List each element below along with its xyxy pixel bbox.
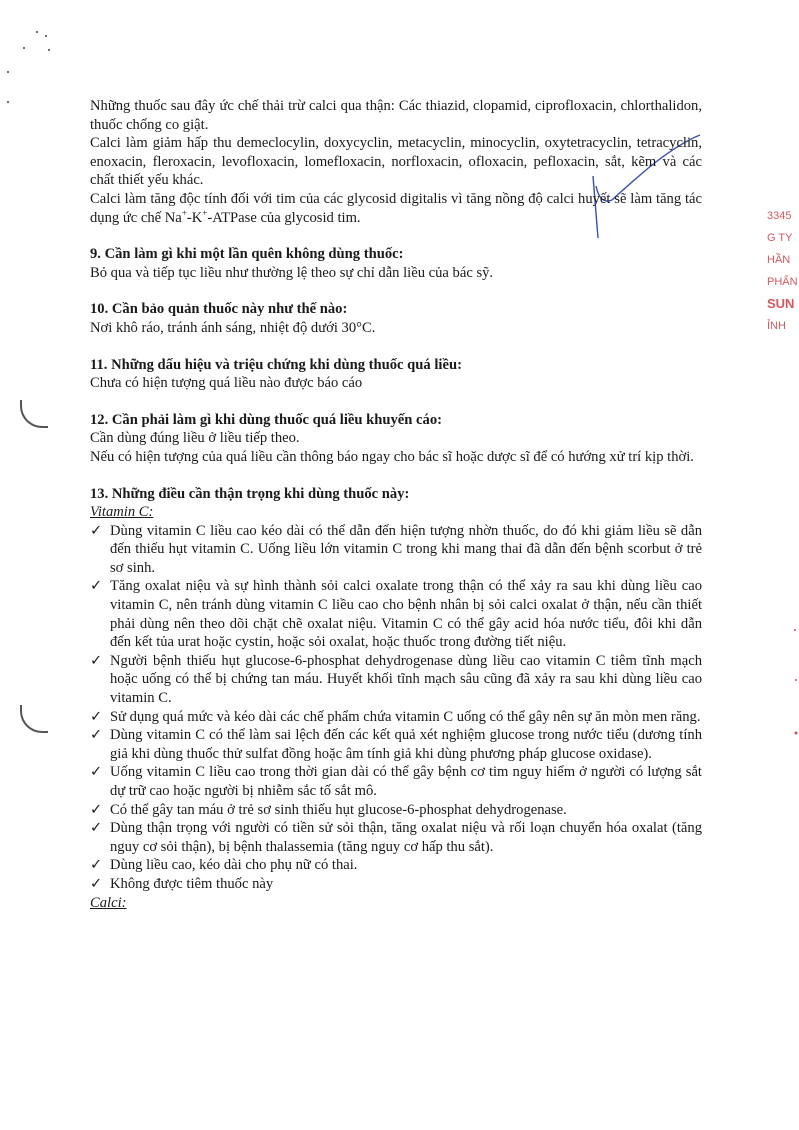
section-12-body-2: Nếu có hiện tượng của quá liều cần thông báo ngay cho bác sĩ hoặc dược sĩ để có hướng xử trí kịp thời.	[90, 448, 694, 465]
section-10-title: 10. Cần bảo quản thuốc này như thế nào:	[90, 301, 348, 318]
check-icon: ✓	[90, 578, 103, 595]
check-icon: ✓	[90, 764, 103, 781]
list-item: ✓ Có thể gây tan máu ở trẻ sơ sinh thiếu hụt glucose-6-phosphat dehydrogenase.	[90, 801, 567, 818]
check-icon: ✓	[90, 727, 103, 744]
interaction-paragraph-3: Calci làm tăng độc tính đối với tim của các glycosid digitalis vì tăng nồng độ calci huyết sẽ làm tăng tác dụng ức chế Na+-K+-ATPase của glycosid tim.	[90, 190, 702, 226]
section-9-body: Bỏ qua và tiếp tục liều như thường lệ theo sự chỉ dẫn liều của bác sỹ.	[90, 264, 494, 281]
section-11-body: Chưa có hiện tượng quá liều nào được báo cáo	[90, 375, 363, 392]
list-item: ✓ Không được tiêm thuốc này	[90, 875, 274, 892]
list-item: ✓ Uống vitamin C liều cao trong thời gian dài có thể gây bệnh cơ tim nguy hiểm ở người có lượng sắt dự trữ cao hoặc người bị nhiễm sắc tố sắt mô.	[90, 764, 702, 799]
list-item: ✓ Dùng liều cao, kéo dài cho phụ nữ có thai.	[90, 857, 358, 874]
list-item: ✓ Sử dụng quá mức và kéo dài các chế phẩm chứa vitamin C uống có thể gây nên sự ăn mòn men răng.	[90, 708, 701, 725]
list-item: ✓ Tăng oxalat niệu và sự hình thành sỏi calci oxalate trong thận có thể xảy ra sau khi dùng liều cao vitamin C, nên tránh dùng vitamin C liều cao cho bệnh nhân bị sỏi calci oxalat ở thận, nếu cần thiết phải dùng nên theo dõi chặt chẽ oxalat niệu. Vitamin C có thể gây acid hóa nước tiểu, đôi khi dẫn đến kết tủa urat hoặc cystin, hoặc sỏi oxalat, hoặc thuốc trong đường tiết niệu.	[90, 578, 702, 651]
section-9-title: 9. Cần làm gì khi một lần quên không dùng thuốc:	[90, 246, 404, 263]
check-icon: ✓	[90, 875, 103, 892]
check-icon: ✓	[90, 522, 103, 539]
check-icon: ✓	[90, 857, 103, 874]
interaction-paragraph-2: Calci làm giảm hấp thu demeclocylin, doxycyclin, metacyclin, minocyclin, oxytetracyclin, tetracyclin, enoxacin, fleroxacin, levofloxacin, lomefloxacin, norfloxacin, ofloxacin, pefloxacin, sắt, kẽm và các chất thiết yếu khác.	[90, 135, 702, 189]
document-body	[90, 97, 702, 912]
interaction-paragraph-1: Những thuốc sau đây ức chế thải trừ calci qua thận: Các thiazid, clopamid, ciprofloxacin, chlorthalidon, thuốc chống co giật.	[90, 98, 702, 133]
list-item: ✓ Dùng thận trọng với người có tiền sử sỏi thận, tăng oxalat niệu và rối loạn chuyển hóa oxalat (tăng nguy cơ sỏi thận), bị bệnh thalassemia (tăng nguy cơ hấp thu sắt).	[90, 820, 702, 855]
list-item: ✓ Người bệnh thiếu hụt glucose-6-phosphat dehydrogenase dùng liều cao vitamin C tiêm tĩnh mạch hoặc uống có thể bị chứng tan máu. Huyết khối tĩnh mạch sâu cũng đã xảy ra sau khi dùng liều cao vitamin C.	[90, 652, 702, 707]
check-icon: ✓	[90, 652, 103, 669]
calci-label: Calci:	[90, 894, 127, 911]
section-12-body-1: Cần dùng đúng liều ở liều tiếp theo.	[90, 430, 300, 447]
company-stamp-partial: 3345 G TY HẦN PHẨN SUN ỈNH	[767, 210, 798, 332]
section-13-title: 13. Những điều cần thận trọng khi dùng thuốc này:	[90, 485, 410, 502]
vitamin-c-precautions-list	[90, 522, 702, 894]
list-item: ✓ Dùng vitamin C có thể làm sai lệch đến các kết quả xét nghiệm glucose trong nước tiểu (dương tính giả khi dùng thuốc thử sulfat đồng hoặc âm tính giả khi dùng phương pháp glucose oxidase).	[90, 727, 702, 762]
section-11-title: 11. Những dấu hiệu và triệu chứng khi dùng thuốc quá liều:	[90, 356, 462, 373]
section-10-body: Nơi khô ráo, tránh ánh sáng, nhiệt độ dưới 30°C.	[90, 319, 376, 336]
check-icon: ✓	[90, 708, 103, 725]
list-item: ✓ Dùng vitamin C liều cao kéo dài có thể dẫn đến hiện tượng nhờn thuốc, do đó khi giảm liều sẽ dẫn đến thiếu hụt vitamin C. Uống liều lớn vitamin C trong khi mang thai đã dẫn đến bệnh scorbut ở trẻ sơ sinh.	[90, 522, 702, 576]
check-icon: ✓	[90, 820, 103, 837]
section-12-title: 12. Cần phải làm gì khi dùng thuốc quá liều khuyến cáo:	[90, 411, 442, 428]
check-icon: ✓	[90, 801, 103, 818]
vitamin-c-label: Vitamin C:	[90, 504, 154, 521]
